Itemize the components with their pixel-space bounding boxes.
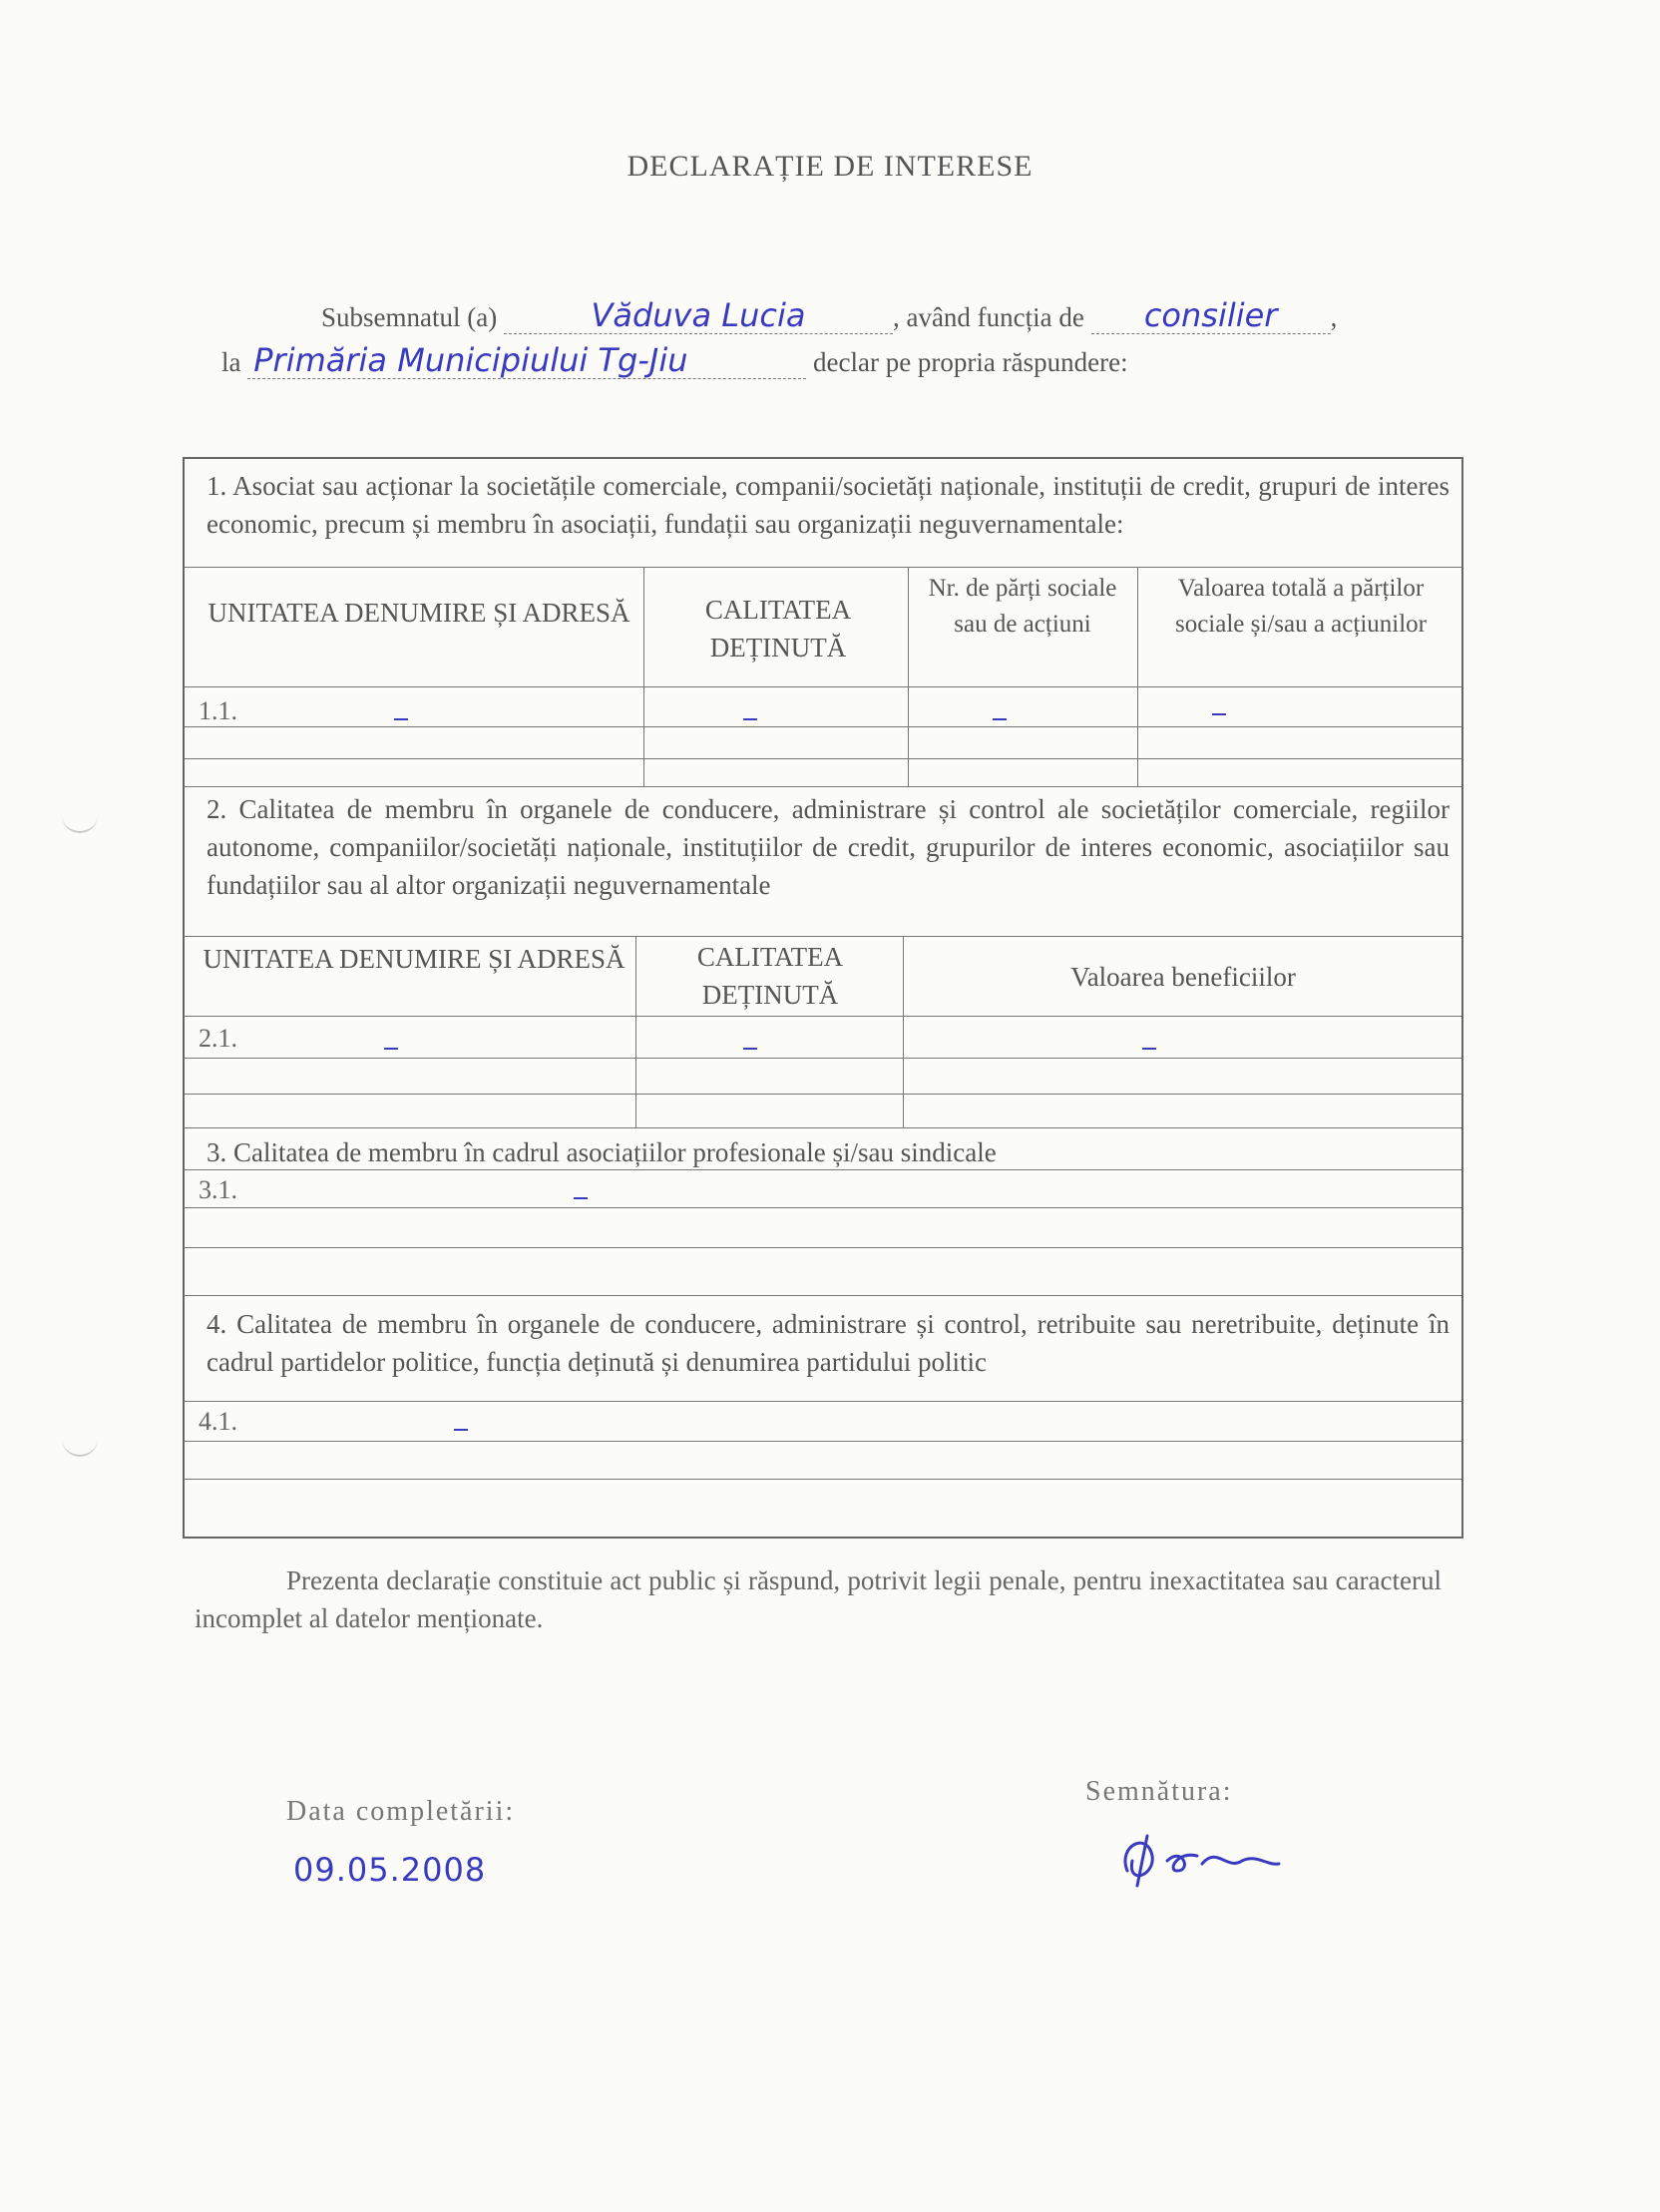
signature-label: Semnătura: <box>1085 1776 1233 1807</box>
intro-middle: , având funcția de <box>892 302 1084 332</box>
intro-suffix: declar pe propria răspundere: <box>813 347 1128 377</box>
signature-mark <box>1107 1816 1287 1896</box>
s3-row-label: 3.1. <box>199 1175 237 1204</box>
institution-value: Primăria Municipiului Tg-Jiu <box>253 341 688 379</box>
s1-header-value: Valoarea totală a părților sociale și/sau a acțiunilor <box>1174 575 1427 638</box>
punch-hole-mark <box>62 1437 98 1457</box>
punch-hole-mark <box>62 813 98 833</box>
interests-form <box>183 457 1463 1539</box>
intro-line-1: Subsemnatul (a) Văduva Lucia , având funcția de consilier , <box>321 296 1338 334</box>
s2-header-benefits: Valoarea beneficiilor <box>1070 962 1296 992</box>
section-3-text: 3. Calitatea de membru în cadrul asociațiilor profesionale și/sau sindicale <box>207 1137 997 1167</box>
s1-dash <box>394 718 408 720</box>
s1-dash <box>1212 713 1226 715</box>
intro-at: la <box>221 347 241 377</box>
s4-row-label: 4.1. <box>199 1407 237 1436</box>
document-title: DECLARAȚIE DE INTERESE <box>626 150 1034 183</box>
s1-header-shares: Nr. de părți sociale sau de acțiuni <box>928 575 1117 638</box>
s1-dash <box>993 718 1007 720</box>
function-field <box>1091 296 1331 334</box>
s1-dash <box>743 718 757 720</box>
s1-header-unit: UNITATEA DENUMIRE ȘI ADRESĂ <box>208 598 630 628</box>
name-value: Văduva Lucia <box>591 296 806 334</box>
section-2-text: 2. Calitatea de membru în organele de conducere, administrare și control ale societăților comerciale, regiilor autonome, companiilor/societăți naționale, instituțiilor de credit, grupurilor de interes economic, asociațiilor sau fundațiilor sau al altor organizații neguvernamentale <box>207 794 1450 900</box>
date-value: 09.05.2008 <box>293 1851 487 1889</box>
section-1-text: 1. Asociat sau acționar la societățile comerciale, companii/societăți naționale, instituții de credit, grupuri de interes economic, precum și membru în asociații, fundații sau organizații neguvernamentale: <box>207 471 1450 539</box>
s4-dash <box>454 1429 468 1431</box>
s2-row-label: 2.1. <box>199 1024 237 1053</box>
section-4-text: 4. Calitatea de membru în organele de conducere, administrare și control, retribuite sau neretribuite, deținute în cadrul partidelor politice, funcția deținută și denumirea partidului politic <box>207 1309 1450 1377</box>
name-field <box>504 296 893 334</box>
legal-note: Prezenta declarație constituie act public și răspund, potrivit legii penale, pentru inexactitatea sau caracterul incomplet al datelor menționate. <box>195 1565 1442 1633</box>
s3-dash <box>574 1197 588 1199</box>
s2-dash <box>1142 1048 1156 1050</box>
institution-field <box>247 341 806 379</box>
function-value: consilier <box>1143 296 1278 334</box>
date-label: Data completării: <box>286 1796 516 1827</box>
s2-header-quality: CALITATEA DEȚINUTĂ <box>696 942 844 1010</box>
intro-line-2 <box>221 341 1128 379</box>
s2-header-unit: UNITATEA DENUMIRE ȘI ADRESĂ <box>203 944 625 974</box>
intro-prefix: Subsemnatul (a) <box>321 302 498 332</box>
s1-row-label: 1.1. <box>199 696 237 725</box>
s2-dash <box>743 1048 757 1050</box>
s2-dash <box>384 1048 398 1050</box>
s1-header-quality: CALITATEA DEȚINUTĂ <box>704 595 852 663</box>
